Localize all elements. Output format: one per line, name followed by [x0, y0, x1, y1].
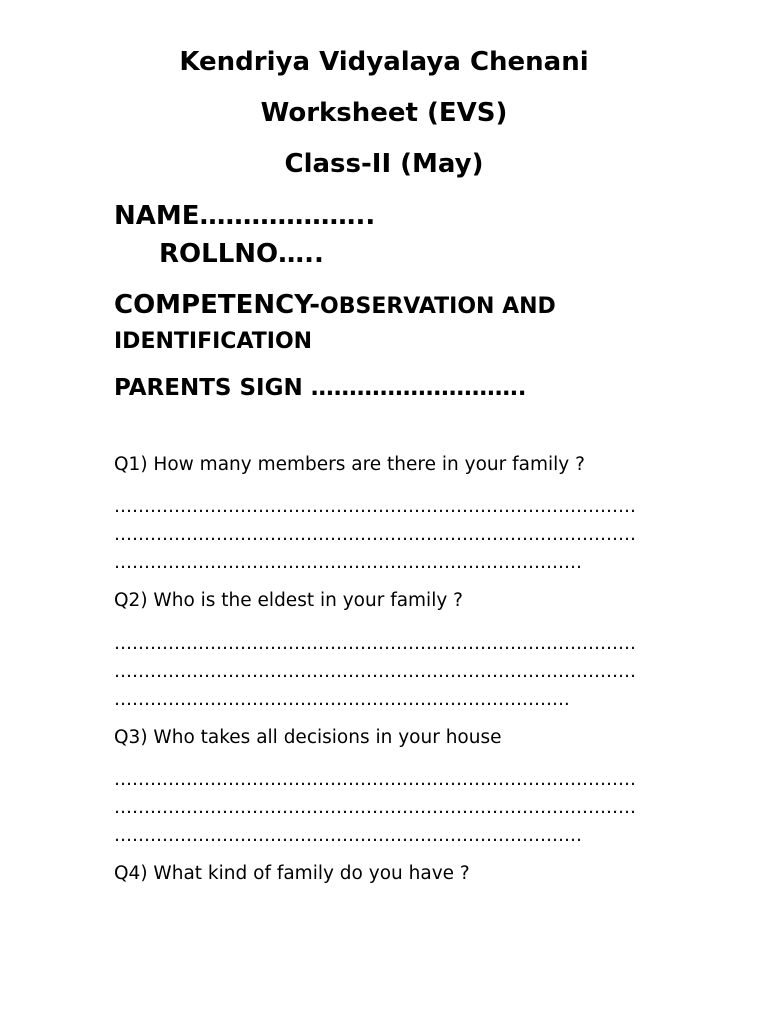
answer-line: ……………………………………………………………………: [114, 552, 582, 573]
answer-line: ……………………………………………………………………………: [114, 524, 636, 545]
school-name: Kendriya Vidyalaya Chenani: [179, 47, 589, 77]
question-1: Q1) How many members are there in your family ?: [114, 454, 585, 475]
answer-area-3: [114, 766, 659, 850]
answer-line: ……………………………………………………………………: [114, 825, 582, 846]
answer-line: ……………………………………………………………………………: [114, 661, 636, 682]
answer-line: ……………………………………………………………………………: [114, 797, 636, 818]
rollno-field: ROLLNO…..: [159, 239, 324, 269]
competency-label: COMPETENCY-: [114, 290, 321, 320]
parents-sign-field: PARENTS SIGN ……………………….: [114, 375, 527, 401]
competency-field: [114, 288, 674, 360]
answer-line: ……………………………………………………………………………: [114, 496, 636, 517]
answer-line: ……………………………………………………………………………: [114, 769, 636, 790]
answer-area-2: [114, 630, 659, 714]
question-4: Q4) What kind of family do you have ?: [114, 863, 470, 884]
answer-line: ………………………………………………………………….: [114, 689, 570, 710]
competency-value: OBSERVATION AND IDENTIFICATION: [114, 294, 556, 354]
answer-area-1: [114, 493, 659, 577]
class-title: Class-II (May): [284, 149, 484, 179]
worksheet-title: Worksheet (EVS): [260, 98, 508, 128]
question-3: Q3) Who takes all decisions in your house: [114, 727, 502, 748]
name-field: NAME………………..: [114, 201, 376, 231]
question-2: Q2) Who is the eldest in your family ?: [114, 590, 463, 611]
answer-line: ……………………………………………………………………………: [114, 633, 636, 654]
